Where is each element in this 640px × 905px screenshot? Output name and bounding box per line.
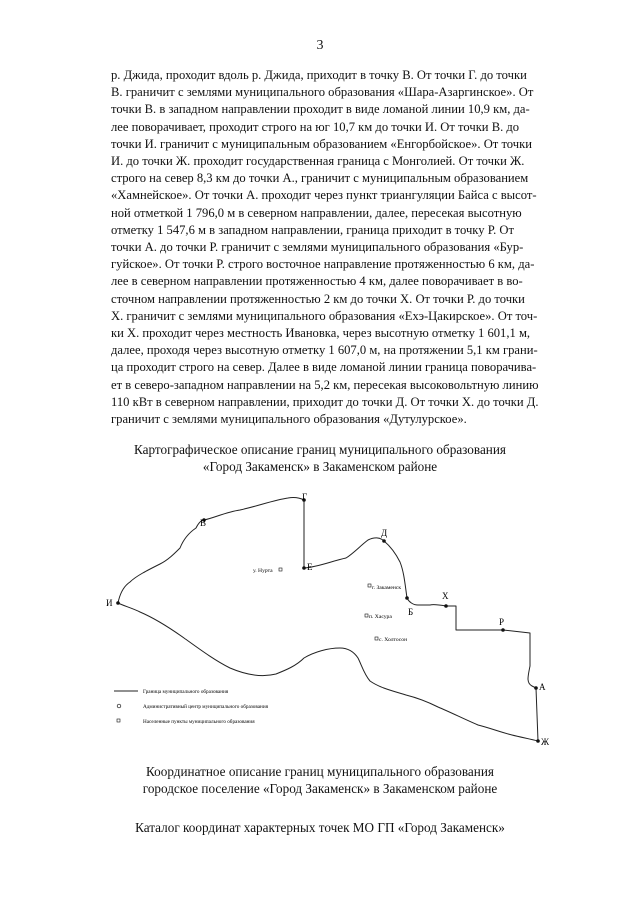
page-number: 3: [316, 38, 324, 53]
settlement-holtoson-label: с. Холтосон: [379, 637, 408, 643]
text-line: сточном направлении протяженностью 2 км до точки Х. От точки Р. до точки: [111, 291, 525, 306]
point-b-marker: [405, 596, 409, 600]
text-line: далее, проходя через высотную отметку 1 607,0 м, на протяжении 5,1 км грани-: [111, 343, 538, 358]
point-e-marker: [302, 566, 306, 570]
text-line: ной отметкой 1 796,0 м в северном направлении, далее, пересекая высотную: [111, 205, 522, 220]
legend-admin-center-label: Административный центр муниципального образования: [143, 704, 268, 710]
point-h-label: Х: [442, 591, 449, 601]
text-line: ца проходит строго на север. Далее в виде ломаной линии граница поворачива-: [111, 360, 537, 375]
legend-settlements-label: Населенные пункты муниципального образования: [143, 719, 255, 725]
boundary-map: [108, 488, 558, 753]
legend-admin-center-icon: [117, 704, 121, 708]
legend-settlement-icon: [117, 719, 120, 722]
coordinate-caption-line: городское поселение «Город Закаменск» в Закаменском районе: [142, 781, 498, 796]
settlement-hasura-label: п. Хасура: [369, 614, 392, 620]
point-d-label: Д: [381, 528, 388, 538]
point-v-label: В: [200, 518, 207, 528]
point-r-label: Р: [499, 617, 505, 627]
point-a-marker: [534, 686, 538, 690]
text-line: лее в северном направлении протяженностью 4 км, далее поворачивает в во-: [111, 274, 523, 289]
point-i-label: И: [106, 598, 113, 608]
text-line: точки И. граничит с муниципальным образованием «Енгорбойское». От точки: [111, 136, 532, 151]
text-line: ки Х. проходит через местность Ивановка, через высотную отметку 1 601,1 м,: [111, 326, 531, 341]
text-line: строго на север 8,3 км до точки А., граничит с муниципальным образованием: [111, 171, 529, 186]
point-h-marker: [444, 604, 448, 608]
text-line: точки В. в западном направлении проходит в виде ломаной линии 10,9 км, да-: [111, 102, 530, 117]
text-line: Х. граничит с землями муниципального образования «Ехэ-Цакирское». От точ-: [111, 308, 538, 323]
point-d-marker: [382, 539, 386, 543]
settlement-hasura-marker: [365, 614, 368, 617]
text-line: граничит с землями муниципального образования «Дутулурское».: [111, 412, 467, 427]
settlement-holtoson-marker: [375, 637, 378, 640]
map-caption: [0, 441, 640, 475]
text-line: «Хамнейское». От точки А. проходит через пункт триангуляции Байса с высот-: [111, 188, 537, 203]
text-line: гуйское». От точки Р. строго восточное направление протяженностью 6 км, да-: [111, 257, 535, 272]
point-r-marker: [501, 628, 505, 632]
legend-boundary-label: Граница муниципального образования: [143, 689, 229, 695]
catalog-caption: Каталог координат характерных точек МО ГП «Город Закаменск»: [135, 820, 505, 835]
settlement-zakamensk-marker: [368, 584, 371, 587]
text-line: отметку 1 547,6 м в западном направлении, граница приходит в точку Р. От: [111, 222, 515, 237]
settlement-zakamensk-label: г. Закаменск: [372, 585, 402, 591]
text-line: лее поворачивает, проходит строго на юг 10,7 км до точки И. От точки В. до: [111, 119, 520, 134]
text-line: р. Джида, проходит вдоль р. Джида, приходит в точку В. От точки Г. до точки: [111, 68, 527, 82]
settlement-nurta-label: у. Нурта: [253, 568, 273, 574]
coordinate-caption: [0, 763, 640, 797]
point-g-label: Г: [302, 492, 308, 502]
point-i-marker: [116, 601, 120, 605]
point-zh-label: Ж: [541, 737, 550, 747]
text-line: 110 кВт в северном направлении, приходит до точки Д. От точки Х. до точки Д.: [111, 394, 539, 409]
point-e-label: Е: [307, 562, 313, 572]
point-zh-marker: [536, 739, 540, 743]
map-caption-line: Картографическое описание границ муниципального образования: [134, 442, 506, 457]
boundary-description-text: [111, 67, 581, 428]
text-line: точки А. до точки Р. граничит с землями муниципального образования «Бур-: [111, 240, 524, 255]
coordinate-caption-line: Координатное описание границ муниципального образования: [146, 764, 494, 779]
text-line: В. граничит с землями муниципального образования «Шара-Азаргинское». От: [111, 85, 534, 100]
text-line: ет в северо-западном направлении на 5,2 км, пересекая высоковольтную линию: [111, 377, 539, 392]
point-b-label: Б: [408, 607, 414, 617]
settlement-nurta-marker: [279, 568, 282, 571]
point-a-label: А: [539, 682, 546, 692]
text-line: И. до точки Ж. проходит государственная граница с Монголией. От точки Ж.: [111, 154, 525, 169]
map-caption-line: «Город Закаменск» в Закаменском районе: [202, 459, 438, 474]
